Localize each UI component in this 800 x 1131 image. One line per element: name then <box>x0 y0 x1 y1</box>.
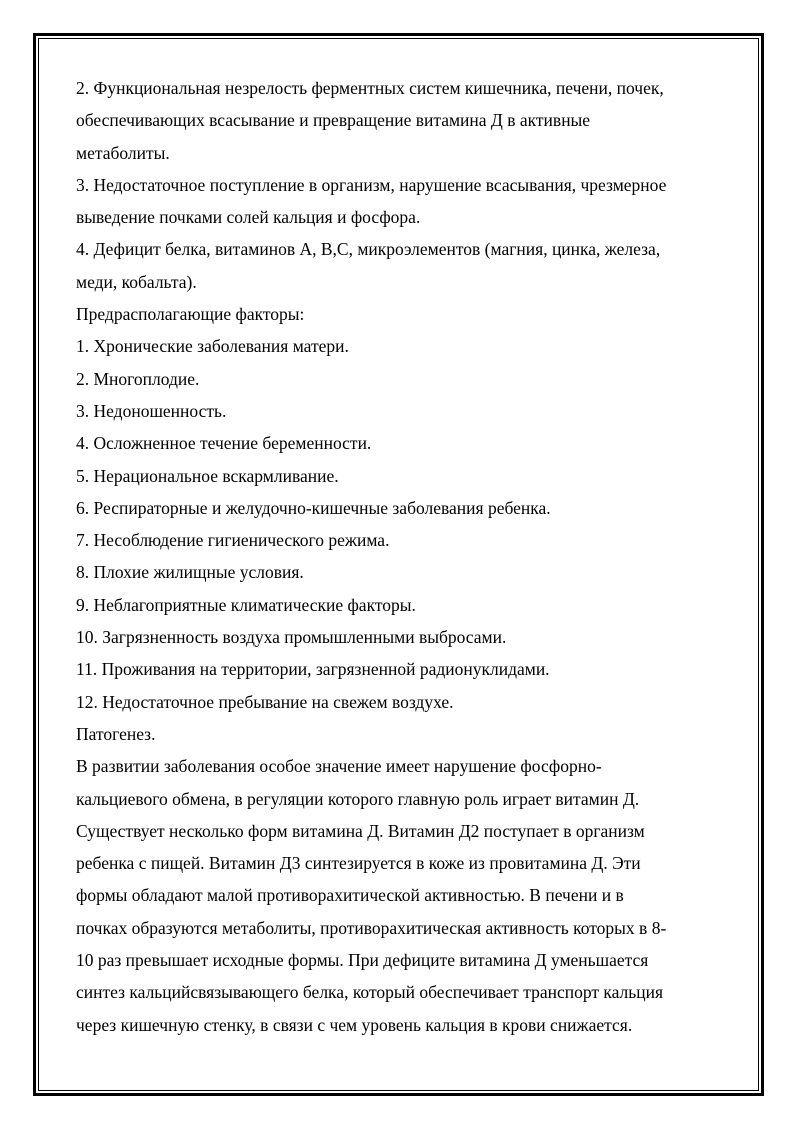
text-line: 10 раз превышает исходные формы. При дефиците витамина Д уменьшается <box>76 950 649 971</box>
list-item: 10. Загрязненность воздуха промышленными выбросами. <box>76 627 507 648</box>
list-item: 11. Проживания на территории, загрязненной радионуклидами. <box>76 659 550 680</box>
text-line: 3. Недостаточное поступление в организм, нарушение всасывания, чрезмерное <box>76 174 667 195</box>
text-line: В развитии заболевания особое значение имеет нарушение фосфорно- <box>76 756 602 777</box>
list-item: 1. Хронические заболевания матери. <box>76 336 349 357</box>
list-item: 8. Плохие жилищные условия. <box>76 562 304 583</box>
section-heading-predisposing-factors: Предрасполагающие факторы: <box>76 304 305 325</box>
list-item: 2. Многоплодие. <box>76 368 200 389</box>
list-item: 6. Респираторные и желудочно-кишечные заболевания ребенка. <box>76 497 551 518</box>
list-item: 7. Несоблюдение гигиенического режима. <box>76 530 390 551</box>
text-line: метаболиты. <box>76 142 170 163</box>
text-line: меди, кобальта). <box>76 271 197 292</box>
text-line: Существует несколько форм витамина Д. Витамин Д2 поступает в организм <box>76 820 645 841</box>
text-line: обеспечивающих всасывание и превращение витамина Д в активные <box>76 110 591 131</box>
text-line: выведение почками солей кальция и фосфора. <box>76 207 421 228</box>
text-line: через кишечную стенку, в связи с чем уровень кальция в крови снижается. <box>76 1014 633 1035</box>
list-item: 3. Недоношенность. <box>76 400 227 421</box>
section-heading-pathogenesis: Патогенез. <box>76 723 156 744</box>
text-line: 4. Дефицит белка, витаминов А, В,С, микроэлементов (магния, цинка, железа, <box>76 239 661 260</box>
text-line: кальциевого обмена, в регуляции которого главную роль играет витамин Д. <box>76 788 640 809</box>
list-item: 12. Недостаточное пребывание на свежем воздухе. <box>76 691 454 712</box>
text-line: формы обладают малой противорахитической активностью. В печени и в <box>76 885 624 906</box>
text-line: почках образуются метаболиты, противорахитическая активность которых в 8- <box>76 917 667 938</box>
list-item: 5. Нерациональное вскармливание. <box>76 465 339 486</box>
list-item: 9. Неблагоприятные климатические факторы. <box>76 594 416 615</box>
list-item: 4. Осложненное течение беременности. <box>76 433 372 454</box>
document-body <box>76 72 726 1041</box>
text-line: ребенка с пищей. Витамин Д3 синтезируется в коже из провитамина Д. Эти <box>76 853 641 874</box>
text-line: 2. Функциональная незрелость ферментных систем кишечника, печени, почек, <box>76 78 664 98</box>
text-line: синтез кальцийсвязывающего белка, который обеспечивает транспорт кальция <box>76 982 664 1003</box>
